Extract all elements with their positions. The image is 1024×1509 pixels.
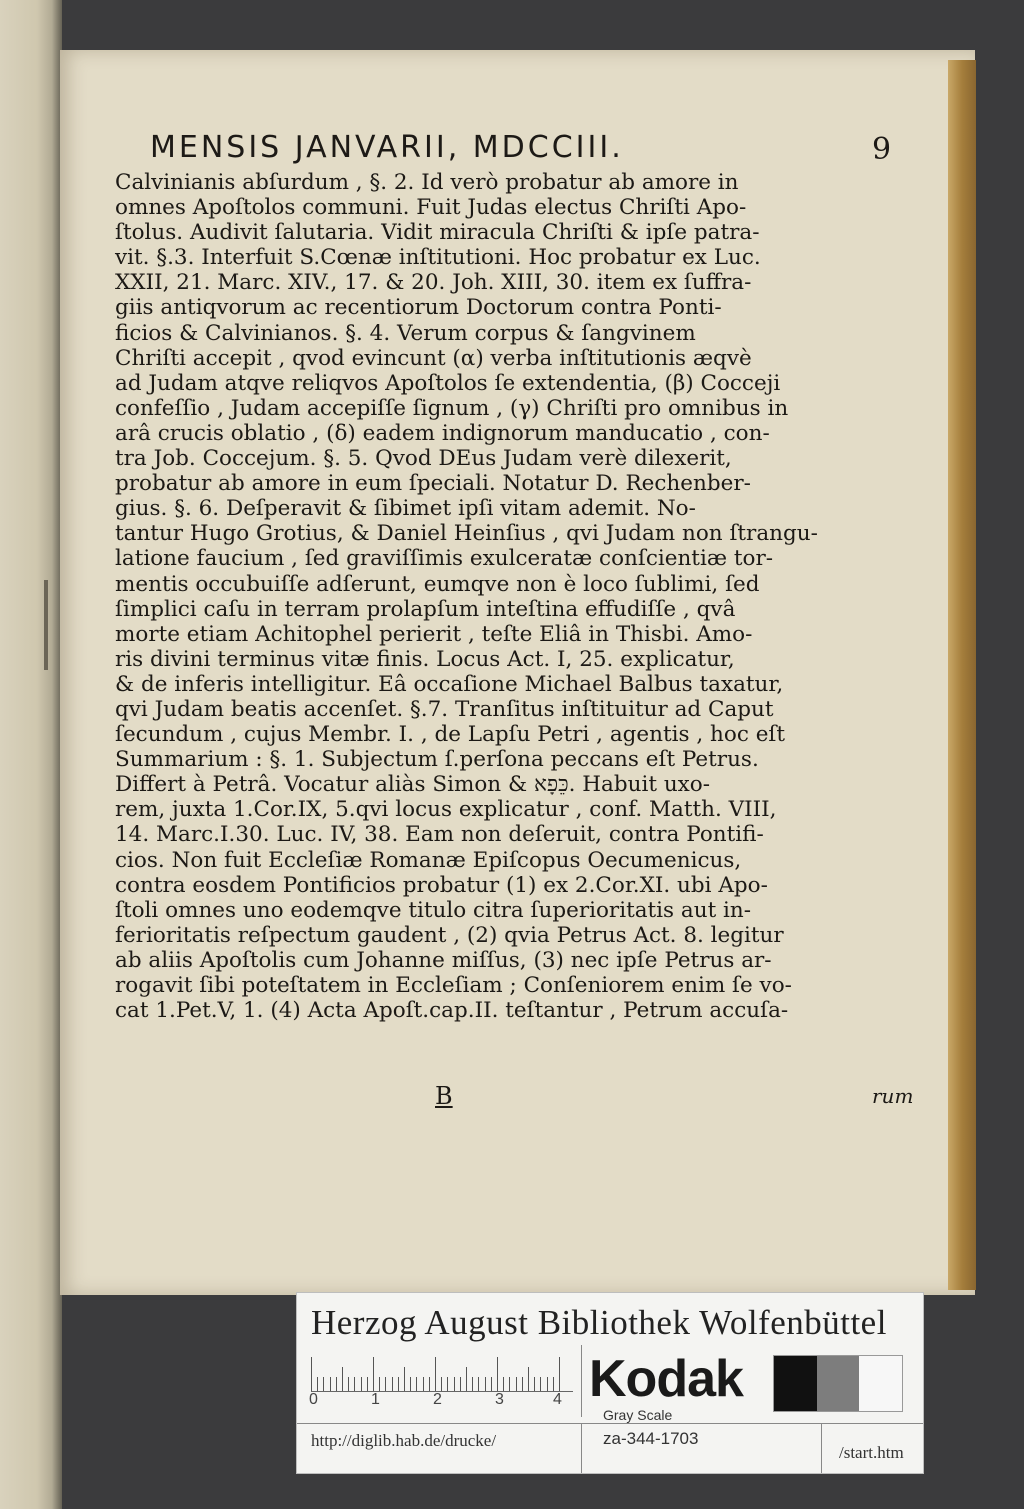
previous-page-edge	[0, 0, 62, 1509]
start-url: /start.htm	[839, 1443, 904, 1462]
ruler-tick	[522, 1377, 523, 1391]
text-line: probatur ab amore in eum ſpeciali. Notatur D. Rechenber-	[115, 471, 751, 497]
text-line: ſtoli omnes uno eodemqve titulo citra ſuperioritatis aut in-	[115, 897, 752, 923]
ruler-tick	[454, 1377, 455, 1391]
text-line: gius. §. 6. Deſperavit & ſibimet ipſi vitam ademit. No-	[115, 496, 696, 522]
scale-ruler	[311, 1355, 573, 1392]
ruler-tick	[441, 1377, 442, 1391]
swatch-black	[774, 1356, 817, 1411]
ruler-tick	[516, 1377, 517, 1391]
ruler-tick	[392, 1377, 393, 1391]
text-line: qvi Judam beatis accenſet. §.7. Tranſitus inſtituitur ad Caput	[115, 696, 774, 722]
ruler-number: 3	[495, 1391, 504, 1408]
ruler-tick	[367, 1377, 368, 1391]
text-line: & de inferis intelligitur. Eâ occaſione Michael Balbus taxatur,	[115, 671, 784, 697]
text-line: ab aliis Apoſtolis cum Johanne miſſus, (3) nec ipſe Petrus ar-	[115, 947, 772, 973]
ruler-tick	[410, 1377, 411, 1391]
ruler-tick	[404, 1367, 405, 1391]
divider	[581, 1423, 582, 1473]
ruler-tick	[460, 1377, 461, 1391]
text-line: ad Judam atqve reliqvos Apoſtolos ſe extendentia, (β) Cocceji	[115, 370, 781, 396]
ruler-tick	[540, 1377, 541, 1391]
divider	[821, 1423, 822, 1473]
ruler-tick	[423, 1377, 424, 1391]
digital-library-url: http://diglib.hab.de/drucke/	[311, 1431, 497, 1450]
text-line: cat 1.Pet.V, 1. (4) Acta Apoſt.cap.II. teſtantur , Petrum accuſa-	[115, 998, 789, 1024]
text-line: Summarium : §. 1. Subjectum ſ.perſona peccans eſt Petrus.	[115, 747, 759, 773]
text-line: ris divini terminus vitæ finis. Locus Act. I, 25. explicatur,	[115, 646, 735, 672]
gray-scale-label: Gray Scale	[603, 1407, 673, 1423]
text-line: Calvinianis abſurdum , §. 2. Id verò probatur ab amore in	[115, 170, 739, 195]
ruler-tick	[429, 1377, 430, 1391]
text-line: rogavit ſibi poteſtatem in Eccleſiam ; Conſeniorem enim ſe vo-	[115, 973, 792, 998]
ruler-tick	[330, 1377, 331, 1391]
text-line: vit. §.3. Interfuit S.Cœnæ inſtitutioni. Hoc probatur ex Luc.	[115, 245, 761, 271]
text-line: Differt à Petrâ. Vocatur aliàs Simon & כֵּפָא. Habuit uxo-	[115, 772, 711, 798]
text-line: latione faucium , ſed graviſſimis exulceratæ conſcientiæ tor-	[115, 546, 773, 572]
ruler-tick	[485, 1377, 486, 1391]
ruler-tick	[478, 1377, 479, 1391]
text-line: rem, juxta 1.Cor.IX, 5.qvi locus explicatur , conf. Matth. VIII,	[115, 797, 777, 823]
text-line: morte etiam Achitophel perierit , teſte Eliâ in Thisbi. Amo-	[115, 621, 753, 647]
text-line: Chriſti accepit , qvod evincunt (α) verba inſtitutionis æqvè	[115, 345, 752, 371]
ruler-tick	[336, 1377, 337, 1391]
ruler-tick	[342, 1367, 343, 1391]
ruler-number: 0	[309, 1391, 318, 1408]
ruler-tick	[361, 1377, 362, 1391]
signature-mark: B	[435, 1082, 453, 1110]
body-text	[115, 170, 965, 1023]
library-color-strip	[296, 1292, 924, 1474]
ruler-tick	[379, 1377, 380, 1391]
shelfmark-code: za-344-1703	[603, 1429, 699, 1448]
text-line: ſtolus. Audivit ſalutaria. Vidit miracula Chriſti & ipſe patra-	[115, 220, 760, 246]
kodak-logo: Kodak	[589, 1350, 743, 1408]
text-line: tantur Hugo Grotius, & Daniel Heinſius , qvi Judam non ſtrangu-	[115, 521, 818, 547]
ruler-tick	[348, 1377, 349, 1391]
text-line: cios. Non fuit Eccleſiæ Romanæ Epiſcopus Oecumenicus,	[115, 847, 742, 873]
binding-mark	[44, 580, 48, 670]
swatch-white	[859, 1356, 902, 1411]
ruler-tick	[385, 1377, 386, 1391]
ruler-tick	[509, 1377, 510, 1391]
running-head-title: MENSIS JANVARII, MDCCIII.	[150, 130, 624, 165]
ruler-tick	[435, 1357, 436, 1391]
ruler-tick	[528, 1367, 529, 1391]
text-line: ſecundum , cujus Membr. I. , de Lapſu Petri , agentis , hoc eſt	[115, 722, 786, 748]
text-line: giis antiqvorum ac recentiorum Doctorum contra Ponti-	[115, 295, 722, 321]
ruler-tick	[398, 1377, 399, 1391]
text-line: ferioritatis reſpectum gaudent , (2) qvia Petrus Act. 8. legitur	[115, 922, 784, 948]
ruler-tick	[547, 1377, 548, 1391]
catchword: rum	[872, 1084, 914, 1108]
swatch-gray	[817, 1356, 860, 1411]
ruler-tick	[466, 1367, 467, 1391]
ruler-tick	[534, 1377, 535, 1391]
ruler-tick	[447, 1377, 448, 1391]
ruler-tick	[503, 1377, 504, 1391]
divider	[297, 1423, 923, 1424]
ruler-number: 4	[553, 1391, 562, 1408]
ruler-tick	[373, 1357, 374, 1391]
divider	[581, 1345, 582, 1417]
ruler-tick	[497, 1357, 498, 1391]
ruler-tick	[416, 1377, 417, 1391]
text-line: contra eosdem Pontificios probatur (1) ex 2.Cor.XI. ubi Apo-	[115, 872, 768, 898]
text-line: 14. Marc.I.30. Luc. IV, 38. Eam non deſeruit, contra Pontifi-	[115, 822, 764, 848]
text-line: XXII, 21. Marc. XIV., 17. & 20. Joh. XIII, 30. item ex ſuffra-	[115, 270, 752, 296]
text-line: mentis occubuiſſe adſerunt, eumqve non è loco ſublimi, ſed	[115, 571, 760, 597]
text-line: confeſſio , Judam accepiſſe ſignum , (γ) Chriſti pro omnibus in	[115, 395, 789, 421]
text-line: tra Job. Coccejum. §. 5. Qvod DEus Judam verè dilexerit,	[115, 446, 732, 472]
ruler-tick	[491, 1377, 492, 1391]
text-line: omnes Apoſtolos communi. Fuit Judas electus Chriſti Apo-	[115, 195, 747, 221]
ruler-number: 1	[371, 1391, 380, 1408]
page-number: 9	[872, 132, 895, 167]
ruler-tick	[472, 1377, 473, 1391]
library-title: Herzog August Bibliothek Wolfenbüttel	[311, 1303, 887, 1342]
ruler-tick	[323, 1377, 324, 1391]
ruler-tick	[559, 1357, 560, 1391]
text-line: ficios & Calvinianos. §. 4. Verum corpus & ſangvinem	[115, 320, 696, 346]
ruler-tick	[354, 1377, 355, 1391]
ruler-tick	[317, 1377, 318, 1391]
ruler-tick	[553, 1377, 554, 1391]
text-line: ſimplici caſu in terram prolapſum inteſtina effudiſſe , qvâ	[115, 596, 736, 622]
ruler-tick	[311, 1357, 312, 1391]
gray-scale-swatches	[773, 1355, 903, 1412]
text-line: arâ crucis oblatio , (δ) eadem indignorum manducatio , con-	[115, 420, 770, 446]
ruler-number: 2	[433, 1391, 442, 1408]
